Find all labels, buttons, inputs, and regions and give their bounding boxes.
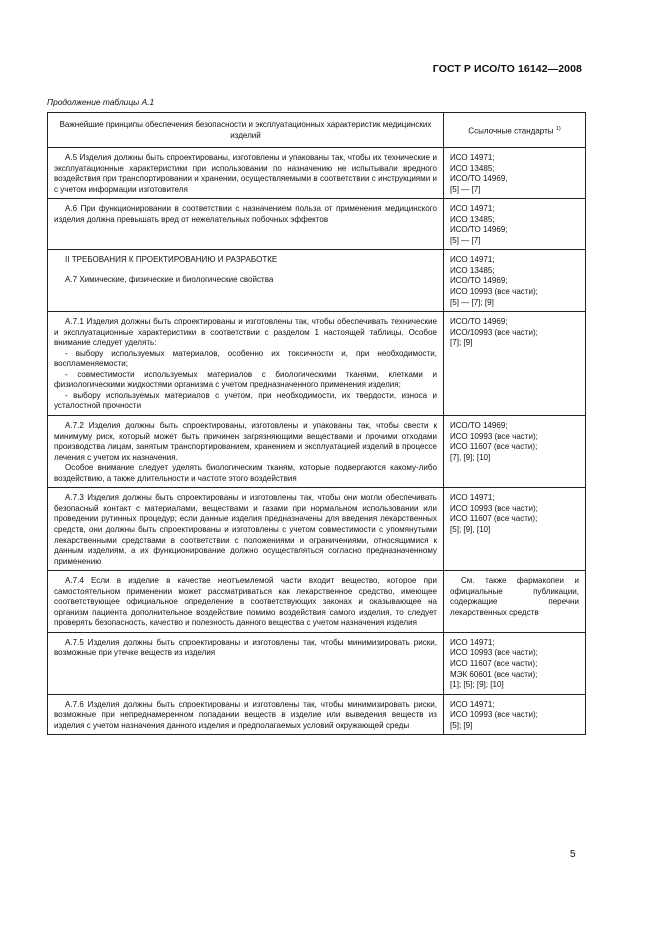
table-caption: Продолжение таблицы А.1 [47, 97, 155, 107]
page-number: 5 [570, 849, 576, 860]
column-header-standards [444, 113, 586, 148]
principle-text: А.7.5 Изделия должны быть спроектированы и изготовлены так, чтобы минимизировать риски, возможные при утечке веществ из изделия [54, 637, 437, 658]
principle-cell [48, 416, 444, 488]
principle-cell [48, 694, 444, 735]
table-row [48, 571, 586, 633]
standard-ref: ИСО 10993 (все части); [450, 431, 538, 441]
table-row [48, 250, 586, 312]
standard-ref: [1]; [5]; [9]; [10] [450, 680, 504, 690]
standard-ref: [5] — [7]; [9] [450, 297, 494, 307]
principle-text: - выбору используемых материалов с учетом, при необходимости, их твердости, износа и усталостной прочности [54, 390, 437, 411]
standards-cell [444, 571, 586, 633]
standard-ref: ИСО 14971; [450, 699, 495, 709]
standard-ref: ИСО/ТО 14969, [450, 174, 508, 184]
principle-cell [48, 488, 444, 571]
standard-ref: ИСО 14971; [450, 493, 495, 503]
standard-ref: ИСО/ТО 14969; [450, 225, 508, 235]
standard-ref: ИСО 10993 (все части); [450, 648, 538, 658]
principle-cell [48, 632, 444, 694]
principle-cell [48, 250, 444, 312]
principle-text: - выбору используемых материалов, особенно их токсичности и, при необходимости, воспламеняемости; [54, 348, 437, 369]
standards-cell [444, 632, 586, 694]
principle-text: А.5 Изделия должны быть спроектированы, изготовлены и упакованы так, чтобы их технические и эксплуатационные характеристики при использовании по назначению не испытывали вредного воздействия при транспортировании и хранении, осуществляемыми в соответствии с инструкциями и с учетом информации изготовителя [54, 153, 437, 194]
standard-ref: ИСО 11607 (все части); [450, 442, 538, 452]
standard-ref: ИСО/ТО 14969; [450, 276, 508, 286]
principle-cell [48, 571, 444, 633]
standard-ref: ИСО 10993 (все части); [450, 287, 538, 297]
standard-ref: ИСО 11607 (все части); [450, 658, 538, 668]
principle-text: А.7 Химические, физические и биологические свойства [65, 274, 274, 284]
standard-note: См. также фармакопеи и официальные публикации, содержащие перечни лекарственных средств [450, 576, 579, 617]
principle-cell [48, 312, 444, 416]
section-title: II ТРЕБОВАНИЯ К ПРОЕКТИРОВАНИЮ И РАЗРАБОТКЕ [65, 255, 278, 265]
principle-cell [48, 148, 444, 199]
principle-text: А.7.3 Изделия должны быть спроектированы и изготовлены так, чтобы они могли обеспечивать безопасный контакт с материалами, веществами и газами при нормальном использовании или проведении рутинных процедур; если данные изделия предназначены для введения лекарственных средств, они должны быть спроектированы и изготовлены с учетом совместимости с упомянутыми лекарственными средствами в соответствии с положениями и ограничениями, относящимися к данным изделиям, а их функционирование должно осуществляться согласно предназначенному применению [54, 493, 437, 566]
standard-ref: ИСО 10993 (все части); [450, 710, 538, 720]
standard-ref: [5]; [9], [10] [450, 524, 491, 534]
standard-ref: ИСО 13485; [450, 214, 495, 224]
standard-ref: [7]; [9] [450, 338, 473, 348]
principle-text: А.7.4 Если в изделие в качестве неотъемлемой части входит вещество, которое при самостоятельном применении может рассматриваться как лекарственное средство, имеющее соответствующее официальное определение в соответствующих законах и оказывающее на организм пациента дополнительное воздействие помимо воздействия самого изделия, то следует проверять безопасность, качество и полезность данного вещества с учетом назначения изделия [54, 576, 437, 628]
standard-ref: ИСО/ТО 14969; [450, 317, 508, 327]
principle-text: А.7.2 Изделия должны быть спроектированы, изготовлены и упакованы так, чтобы свести к минимуму риск, который может быть причинен загрязняющими веществами и прочими отходами производства лицам, занятым транспортированием, хранением и эксплуатацией изделий в процессе лечения с учетом их назначения. [54, 421, 437, 462]
table-row [48, 199, 586, 250]
standards-cell [444, 199, 586, 250]
standard-ref: ИСО/ТО 14969; [450, 421, 508, 431]
standards-cell [444, 488, 586, 571]
standard-ref: ИСО 14971; [450, 153, 495, 162]
principle-text: А.7.1 Изделия должны быть спроектированы и изготовлены так, чтобы обеспечивать технические и эксплуатационные характеристики в соответствии с разделом 1 настоящей таблицы. Особое внимание следует уделять: [54, 317, 437, 348]
column-header-principles: Важнейшие принципы обеспечения безопасности и эксплуатационных характеристик медицинских изделий [48, 113, 444, 148]
standard-ref: [5] — [7] [450, 184, 481, 194]
standard-ref: ИСО 13485; [450, 163, 495, 173]
standard-ref: ИСО 13485; [450, 265, 495, 275]
column-header-standards-label: Ссылочные стандарты [468, 126, 554, 136]
footnote-marker: 1) [555, 125, 561, 132]
standard-ref: [7], [9]; [10] [450, 452, 491, 462]
standard-ref: МЭК 60601 (все части); [450, 669, 538, 679]
standards-table [47, 112, 586, 735]
principle-text: А.7.6 Изделия должны быть спроектированы и изготовлены так, чтобы минимизировать риски, возможные при непреднамеренном попадании веществ в изделие или выведения веществ из изделия с учетом назначения данного изделия и предполагаемых условий окружающей среды [54, 699, 437, 730]
table-row [48, 312, 586, 416]
standards-cell [444, 250, 586, 312]
table-row [48, 148, 586, 199]
standard-ref: ИСО 14971; [450, 204, 495, 214]
standard-ref: ИСО 14971; [450, 255, 495, 265]
standards-cell [444, 148, 586, 199]
standard-ref: ИСО 11607 (все части); [450, 514, 538, 524]
standards-cell [444, 416, 586, 488]
standard-ref: ИСО 14971; [450, 637, 495, 647]
table-row [48, 632, 586, 694]
table-row [48, 488, 586, 571]
document-code-header: ГОСТ Р ИСО/ТО 16142—2008 [432, 63, 582, 75]
principle-text: Особое внимание следует уделять биологическим тканям, которые подвергаются какому-либо воздействию, а также длительности и частоте этого воздействия [54, 463, 437, 483]
principle-text: - совместимости используемых материалов с биологическими тканями, клетками и физиологическими жидкостями организма с учетом предназначенного применения изделия; [54, 369, 437, 390]
table-row [48, 694, 586, 735]
standard-ref: [5] — [7] [450, 235, 481, 245]
standard-ref: ИСО 10993 (все части); [450, 503, 538, 513]
table-header-row [48, 113, 586, 148]
standard-ref: [5]; [9] [450, 720, 473, 730]
standard-ref: ИСО/10993 (все части); [450, 327, 538, 337]
standards-cell [444, 694, 586, 735]
principle-cell [48, 199, 444, 250]
standards-cell [444, 312, 586, 416]
table-row [48, 416, 586, 488]
principle-text: А.6 При функционировании в соответствии с назначением польза от применения медицинского изделия должна превышать вред от нежелательных побочных эффектов [54, 204, 437, 224]
